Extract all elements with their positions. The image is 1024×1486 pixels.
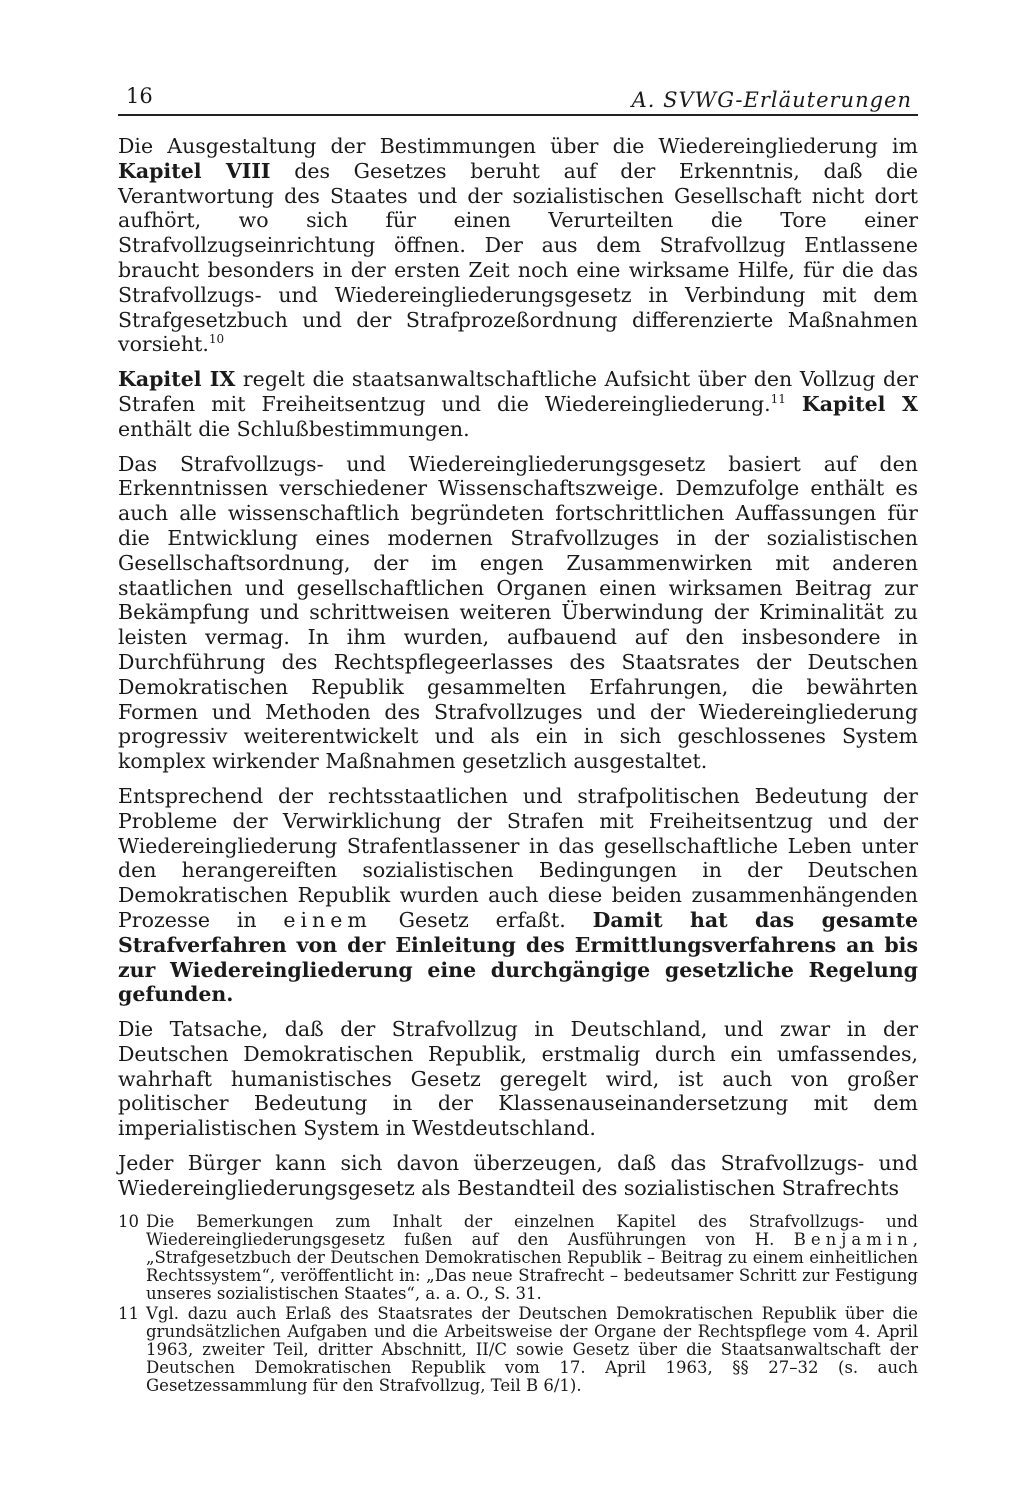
- paragraph: [118, 1151, 918, 1201]
- footnotes: [118, 1213, 918, 1395]
- footnote-ref: 10: [208, 332, 225, 347]
- bold-text: Kapitel VIII: [118, 158, 271, 183]
- paragraph: [118, 452, 918, 774]
- text-run: Die Bemerkungen zum Inhalt der einzelnen Kapitel des Strafvollzugs- und Wiedereingliederungsgesetz fußen auf den Ausführungen von H.: [146, 1211, 918, 1249]
- text-run: Die Tatsache, daß der Strafvollzug in Deutschland, und zwar in der Deutschen Demokratischen Republik, erstmalig durch ein umfassendes, wahrhaft humanistisches Gesetz geregelt wird, ist auch von großer politischer Bedeutung in der Klassenauseinandersetzung mit dem imperialistischen System in Westdeutschland.: [118, 1017, 918, 1141]
- text-run: Entsprechend der rechtsstaatlichen und strafpolitischen Bedeutung der Probleme der Verwirklichung der Strafen mit Freiheitsentzug und der Wiedereingliederung Strafentlassener in das gesellschaftliche Leben unter den herangereiften sozialistischen Bedingungen in der Deutschen Demokratischen Republik wurden auch diese beiden zusammenhängenden Prozesse in: [118, 783, 918, 932]
- text-run: Jeder Bürger kann sich davon überzeugen, daß das Strafvollzugs- und Wiedereingliederungsgesetz als Bestandteil des sozialistischen Strafrechts: [118, 1151, 918, 1200]
- spaced-text: Benjamin: [793, 1229, 913, 1249]
- text-run: regelt die staatsanwaltschaftliche Aufsicht über den Vollzug der Strafen mit Freiheitsentzug und die Wiedereingliederung.: [118, 367, 919, 416]
- text-run: Vgl. dazu auch Erlaß des Staatsrates der Deutschen Demokratischen Republik über die grundsätzlichen Aufgaben und die Arbeitsweise der Organe der Rechtspflege vom 4. April 1963, zweiter Teil, dritter Abschnitt, II/C sowie Gesetz über die Staatsanwaltschaft der Deutschen Demokratischen Republik vom 17. April 1963, §§ 27–32 (s. auch Gesetzessammlung für den Strafvollzug, Teil B 6/1).: [146, 1303, 918, 1395]
- page-header: [118, 80, 918, 116]
- footnote-number: 10: [118, 1211, 139, 1231]
- footnote-ref: 11: [770, 392, 786, 407]
- paragraph: [118, 134, 918, 357]
- body-text: [118, 134, 918, 1201]
- text-run: Das Strafvollzugs- und Wiedereingliederungsgesetz basiert auf den Erkenntnissen verschiedener Wissenschaftszweige. Demzufolge enthält es auch alle wissenschaftlich begründeten fortschrittlichen Auffassungen für die Entwicklung eines modernen Strafvollzuges in der sozialistischen Gesellschaftsordnung, der im engen Zusammenwirken mit anderen staatlichen und gesellschaftlichen Organen einen wirksamen Beitrag zur Bekämpfung und schrittweisen weiteren Überwindung der Kriminalität zu leisten vermag. In ihm wurden, aufbauend auf den insbesondere in Durchführung des Rechtspflegeerlasses des Staatsrates der Deutschen Demokratischen Republik gesammelten Erfahrungen, die bewährten Formen und Methoden des Strafvollzuges und der Wiedereingliederung progressiv weiterentwickelt und als ein in sich geschlossenes System komplex wirkender Maßnahmen gesetzlich ausgestaltet.: [118, 451, 918, 774]
- running-head: A. SVWG-Erläuterungen: [631, 88, 912, 112]
- bold-text: Damit hat das gesamte Strafverfahren von der Einleitung des Ermittlungsverfahrens an bis zur Wiedereingliederung eine durchgängige gesetzliche Regelung gefunden.: [118, 907, 918, 1007]
- footnote: [118, 1213, 918, 1303]
- paragraph: [118, 367, 918, 441]
- text-run: des Gesetzes beruht auf der Erkenntnis, daß die Verantwortung des Staates und der sozialistischen Gesellschaft nicht dort aufhört, wo sich für einen Verurteilten die Tore einer Strafvollzugseinrichtung öffnen. Der aus dem Strafvollzug Entlassene braucht besonders in der ersten Zeit noch eine wirksame Hilfe, für die das Strafvollzugs- und Wiedereingliederungsgesetz in Verbindung mit dem Strafgesetzbuch und der Strafprozeßordnung differenzierte Maßnahmen vorsieht.: [118, 158, 918, 357]
- page-number: 16: [126, 84, 153, 108]
- footnote: [118, 1305, 918, 1395]
- text-run: , „Strafgesetzbuch der Deutschen Demokratischen Republik – Beitrag zu einem einheitlichen Rechtssystem“, veröffentlicht in: „Das neue Strafrecht – bedeutsamer Schritt zur Festigung unseres sozialistischen Staates“, a. a. O., S. 31.: [146, 1229, 918, 1303]
- paragraph: [118, 1017, 918, 1141]
- paragraph: [118, 784, 918, 1007]
- spaced-text: einem: [283, 907, 372, 932]
- text-run: Die Ausgestaltung der Bestimmungen über die Wiedereingliederung im: [118, 134, 918, 158]
- text-run: enthält die Schlußbestimmungen.: [118, 416, 470, 441]
- text-run: [786, 392, 802, 416]
- bold-text: Kapitel X: [801, 391, 918, 416]
- footnote-number: 11: [118, 1303, 139, 1323]
- text-run: Gesetz erfaßt.: [371, 907, 593, 932]
- book-page: [118, 80, 918, 1397]
- bold-text: Kapitel IX: [118, 367, 236, 392]
